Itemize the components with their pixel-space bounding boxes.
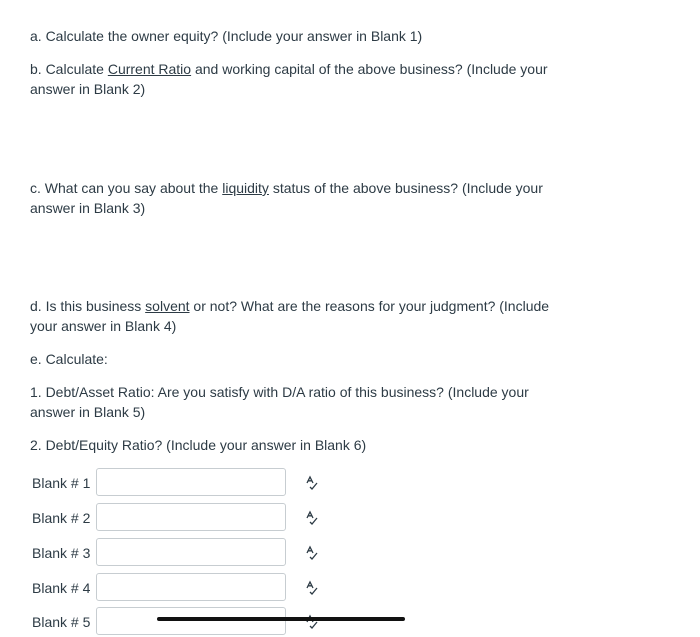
blank-4-input[interactable] (96, 573, 286, 601)
spellcheck-icon[interactable] (304, 580, 320, 596)
blank-label-3: Blank # 3 (32, 545, 91, 561)
spellcheck-icon[interactable] (304, 510, 320, 526)
blank-2-input[interactable] (96, 503, 286, 531)
blank-row-5 (32, 607, 332, 637)
question-e2 (30, 435, 570, 455)
blank-row-3 (32, 538, 332, 568)
question-e-text: e. Calculate: (30, 351, 108, 367)
blank-label-1: Blank # 1 (32, 475, 91, 491)
blank-3-input[interactable] (96, 538, 286, 566)
question-b (30, 59, 570, 99)
spellcheck-icon[interactable] (304, 475, 320, 491)
blank-5-input[interactable] (96, 607, 286, 635)
question-e1-text: 1. Debt/Asset Ratio: Are you satisfy with D/A ratio of this business? (Include your answer in Blank 5) (30, 384, 529, 420)
blank-label-4: Blank # 4 (32, 580, 91, 596)
question-d-post: or not? What are the reasons for your judgment? (Include your answer in Blank 4) (30, 298, 550, 334)
blank-label-5: Blank # 5 (32, 614, 91, 630)
question-e2-text: 2. Debt/Equity Ratio? (Include your answer in Blank 6) (30, 437, 367, 453)
spellcheck-icon[interactable] (304, 545, 320, 561)
question-a (30, 26, 570, 46)
solvent-link[interactable]: solvent (145, 298, 190, 314)
question-c-pre: c. What can you say about the (30, 180, 223, 196)
blank-row-4 (32, 573, 332, 603)
question-e1 (30, 382, 570, 422)
question-c-post: status of the above business? (Include your answer in Blank 3) (30, 180, 543, 216)
home-indicator-bar[interactable] (157, 617, 405, 621)
blank-row-2 (32, 503, 332, 533)
question-b-post: and working capital of the above business? (Include your answer in Blank 2) (30, 61, 548, 97)
question-e (30, 349, 570, 369)
blank-1-input[interactable] (96, 468, 286, 496)
question-a-text: a. Calculate the owner equity? (Include your answer in Blank 1) (30, 28, 423, 44)
blank-row-1 (32, 468, 332, 498)
question-d-pre: d. Is this business (30, 298, 146, 314)
liquidity-link[interactable]: liquidity (222, 180, 269, 196)
question-c (30, 178, 570, 218)
blank-label-2: Blank # 2 (32, 510, 91, 526)
current-ratio-link[interactable]: Current Ratio (107, 61, 192, 77)
question-b-pre: b. Calculate (30, 61, 108, 77)
question-d (30, 296, 570, 336)
